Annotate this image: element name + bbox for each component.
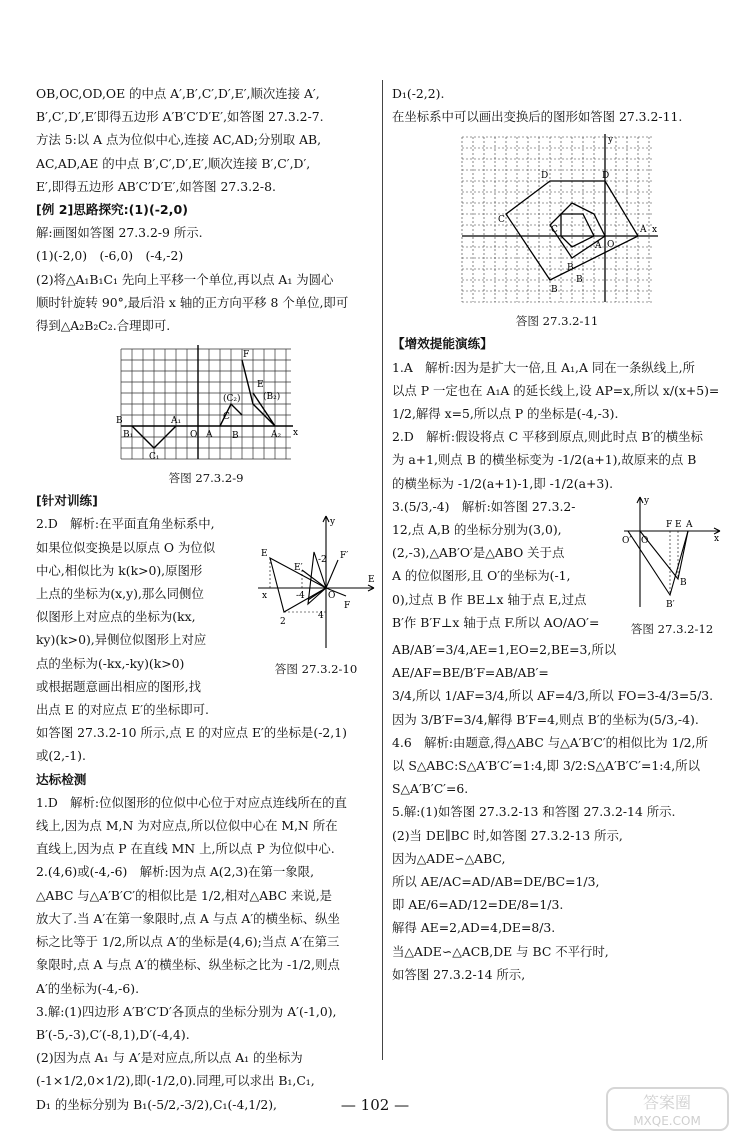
text-line: 直线上,因为点 P 在直线 MN 上,所以点 P 为位似中心. xyxy=(36,841,335,857)
label: x xyxy=(652,225,658,236)
grid-figure-9 xyxy=(111,341,301,469)
label: E xyxy=(257,380,264,391)
label: x xyxy=(262,591,268,602)
label: B xyxy=(551,285,558,296)
label: B xyxy=(116,416,123,427)
text-line: 标之比等于 1/2,所以点 A′的坐标是(4,6);当点 A′在第三 xyxy=(36,934,340,950)
label: B′ xyxy=(666,599,675,610)
text-line: 因为 3/B′F=3/4,解得 B′F=4,则点 B′的坐标为(5/3,-4). xyxy=(392,711,699,727)
figure-27-3-2-10 xyxy=(256,512,376,677)
text-line: 3/4,所以 1/AF=3/4,所以 AF=4/3,所以 FO=3-4/3=5/3. xyxy=(392,688,714,704)
text-line: (2)当 DE∥BC 时,如答图 27.3.2-13 所示, xyxy=(392,827,623,843)
label: F′ xyxy=(340,551,349,562)
label: B xyxy=(680,577,687,588)
label: A xyxy=(640,225,647,236)
text-line: E′,即得五边形 AB′C′D′E′,如答图 27.3.2-8. xyxy=(36,178,276,194)
text-line: 得到△A₂B₂C₂.合理即可. xyxy=(36,318,171,334)
label: 2 xyxy=(280,617,286,628)
label: -2 xyxy=(318,555,327,566)
label: E′ xyxy=(294,563,303,574)
text-line: 或(2,-1). xyxy=(36,748,86,764)
svg-text:MXQE.COM: MXQE.COM xyxy=(633,1114,701,1128)
label: O xyxy=(328,591,336,602)
label: A xyxy=(206,430,213,441)
label: O′ xyxy=(622,535,632,546)
example-2-heading: [例 2]思路探究:(1)(-2,0) xyxy=(36,202,188,218)
text-line: △ABC 与△A′B′C′的相似比是 1/2,相对△ABC 来说,是 xyxy=(36,887,333,903)
text-line: 方法 5:以 A 点为位似中心,连接 AC,AD;分别取 AB, xyxy=(36,132,322,148)
text-line: 的横坐标为 -1/2(a+1)-1,即 -1/2(a+3). xyxy=(392,475,614,491)
column-divider xyxy=(382,80,383,1060)
label: x xyxy=(714,533,720,544)
text-line: 上点的坐标为(x,y),那么同侧位 xyxy=(36,586,204,602)
text-line: 出点 E 的对应点 E′的坐标即可. xyxy=(36,702,209,718)
label: B xyxy=(576,275,583,286)
label: O xyxy=(641,535,649,546)
text-line: 1.A 解析:因为是扩大一倍,且 A₁,A 同在一条纵线上,所 xyxy=(392,359,695,375)
figure-27-3-2-11 xyxy=(392,132,722,330)
label: B xyxy=(232,431,239,442)
text-line: 顺时针旋转 90°,最后沿 x 轴的正方向平移 8 个单位,即可 xyxy=(36,294,349,310)
text-line: OB,OC,OD,OE 的中点 A′,B′,C′,D′,E′,顺次连接 A′, xyxy=(36,86,320,101)
section-heading: 达标检测 xyxy=(36,771,87,787)
figure-27-3-2-12 xyxy=(622,495,722,638)
label: 4 xyxy=(318,611,324,622)
label: y xyxy=(330,517,336,528)
text-line: AC,AD,AE 的中点 B′,C′,D′,E′,顺次连接 B′,C′,D′, xyxy=(36,155,311,171)
label: D xyxy=(541,171,549,182)
grid-figure-11 xyxy=(452,132,662,312)
text-line: 或根据题意画出相应的图形,找 xyxy=(36,678,202,694)
text-line: 因为△ADE∽△ABC, xyxy=(392,850,506,866)
text-line: 以点 P 一定也在 A₁A 的延长线上,设 AP=x,所以 x/(x+5)= xyxy=(392,382,720,398)
label: x xyxy=(293,428,299,439)
label: -4 xyxy=(296,591,305,602)
label: F xyxy=(243,350,250,361)
text-line: 4.6 解析:由题意,得△ABC 与△A′B′C′的相似比为 1/2,所 xyxy=(392,734,708,750)
label: O xyxy=(607,240,615,251)
text-line: 当△ADE∽△ACB,DE 与 BC 不平行时, xyxy=(392,943,609,959)
text-line: 12,点 A,B 的坐标分别为(3,0), xyxy=(392,522,562,538)
label: C xyxy=(223,412,230,423)
label: E xyxy=(368,575,375,586)
svg-text:答案圈: 答案圈 xyxy=(642,1093,692,1112)
text-line: S△A′B′C′=6. xyxy=(392,781,469,797)
label: F xyxy=(344,601,351,612)
label: A xyxy=(595,241,602,252)
coordinate-figure-12 xyxy=(622,495,722,613)
figure-caption: 答图 27.3.2-12 xyxy=(630,622,714,637)
text-line: 即 AE/6=AD/12=DE/8=1/3. xyxy=(392,897,564,913)
label: B₁ xyxy=(123,430,134,441)
text-line: 似图形上对应点的坐标为(kx, xyxy=(36,609,196,625)
label: E xyxy=(261,549,268,560)
text-line: 1/2,解得 x=5,所以点 P 的坐标是(-4,-3). xyxy=(392,406,619,422)
label: A₁ xyxy=(171,416,182,427)
right-column xyxy=(392,82,722,986)
text-line: (-1×1/2,0×1/2),即(-1/2,0).同理,可以求出 B₁,C₁, xyxy=(36,1073,315,1089)
text-line: 为 a+1,则点 B 的横坐标变为 -1/2(a+1),故原来的点 B xyxy=(392,452,697,468)
text-line: 如答图 27.3.2-14 所示, xyxy=(392,966,526,982)
text-line: 3.(5/3,-4) 解析:如答图 27.3.2- xyxy=(392,498,576,514)
label: (C₂) xyxy=(223,394,241,405)
text-line: 在坐标系中可以画出变换后的图形如答图 27.3.2-11. xyxy=(392,109,683,125)
text-line: 线上,因为点 M,N 为对应点,所以位似中心在 M,N 所在 xyxy=(36,818,338,834)
text-line: 2.D 解析:在平面直角坐标系中, xyxy=(36,516,215,532)
label: y xyxy=(608,135,614,146)
text-line: 0),过点 B 作 BE⊥x 轴于点 E,过点 xyxy=(392,591,587,607)
text-line: 中心,相似比为 k(k>0),原图形 xyxy=(36,562,203,578)
section-heading: [针对训练] xyxy=(36,493,98,509)
text-line: B′,C′,D′,E′即得五边形 A′B′C′D′E′,如答图 27.3.2-7. xyxy=(36,109,324,125)
text-line: A′的坐标为(-4,-6). xyxy=(36,980,140,996)
text-line: 5.解:(1)如答图 27.3.2-13 和答图 27.3.2-14 所示. xyxy=(392,804,676,820)
text-line: 如答图 27.3.2-10 所示,点 E 的对应点 E′的坐标是(-2,1) xyxy=(36,725,347,741)
text-line: B′作 B′F⊥x 轴于点 F.所以 AO/AO′= xyxy=(392,614,600,630)
label: B xyxy=(567,263,574,274)
figure-27-3-2-9 xyxy=(36,341,376,487)
left-column xyxy=(36,82,376,1116)
text-line: 象限时,点 A 与点 A′的横坐标、纵坐标之比为 -1/2,则点 xyxy=(36,957,340,973)
text-line: 如果位似变换是以原点 O 为位似 xyxy=(36,539,216,555)
text-line: A 的位似图形,且 O′的坐标为(-1, xyxy=(392,568,571,584)
label: C xyxy=(498,215,505,226)
section-heading: 【增效提能演练】 xyxy=(392,336,493,352)
text-line: 2.(4,6)或(-4,-6) 解析:因为点 A(2,3)在第一象限, xyxy=(36,864,315,880)
figure-caption: 答图 27.3.2-9 xyxy=(168,471,244,486)
text-line: 解:画图如答图 27.3.2-9 所示. xyxy=(36,225,203,241)
label: E xyxy=(675,519,682,530)
label: A xyxy=(686,519,693,530)
text-line: D₁ 的坐标分别为 B₁(-5/2,-3/2),C₁(-4,1/2), xyxy=(36,1096,278,1112)
text-line: 1.D 解析:位似图形的位似中心位于对应点连线所在的直 xyxy=(36,794,347,810)
text-line: (1)(-2,0) (-6,0) (-4,-2) xyxy=(36,248,184,264)
text-line: 解得 AE=2,AD=4,DE=8/3. xyxy=(392,920,556,936)
label: D xyxy=(602,171,610,182)
label: C xyxy=(551,225,558,236)
text-line: B′(-5,-3),C′(-8,1),D′(-4,4). xyxy=(36,1026,190,1042)
text-line: (2)因为点 A₁ 与 A′是对应点,所以点 A₁ 的坐标为 xyxy=(36,1050,303,1066)
text-line: ky)(k>0),异侧位似图形上对应 xyxy=(36,632,207,648)
figure-caption: 答图 27.3.2-10 xyxy=(274,661,358,676)
watermark-logo xyxy=(605,1086,730,1132)
label: C₁ xyxy=(149,452,160,463)
text-line: 2.D 解析:假设将点 C 平移到原点,则此时点 B′的横坐标 xyxy=(392,429,703,445)
figure-caption: 答图 27.3.2-11 xyxy=(515,314,599,329)
text-line: 所以 AE/AC=AD/AB=DE/BC=1/3, xyxy=(392,874,600,890)
label: A₂ xyxy=(271,430,282,441)
page-number: — 102 — xyxy=(340,1096,410,1114)
label: (B₂) xyxy=(263,392,281,403)
label: F xyxy=(666,519,673,530)
text-line: (2,-3),△AB′O′是△ABO 关于点 xyxy=(392,545,565,561)
text-line: D₁(-2,2). xyxy=(392,86,445,101)
text-line: 点的坐标为(-kx,-ky)(k>0) xyxy=(36,655,185,671)
label: y xyxy=(644,495,650,506)
text-line: 3.解:(1)四边形 A′B′C′D′各顶点的坐标分别为 A′(-1,0), xyxy=(36,1003,337,1019)
text-line: 放大了.当 A′在第一象限时,点 A 与点 A′的横坐标、纵坐 xyxy=(36,910,340,926)
coordinate-figure-10 xyxy=(256,512,376,652)
label: O xyxy=(190,430,198,441)
text-line: 以 S△ABC:S△A′B′C′=1:4,即 3/2:S△A′B′C′=1:4,所以 xyxy=(392,758,701,774)
text-line: AB/AB′=3/4,AE=1,EO=2,BE=3,所以 AE/AF=BE/B′F=AB/AB′= xyxy=(392,642,617,681)
text-line: (2)将△A₁B₁C₁ 先向上平移一个单位,再以点 A₁ 为圆心 xyxy=(36,271,334,287)
